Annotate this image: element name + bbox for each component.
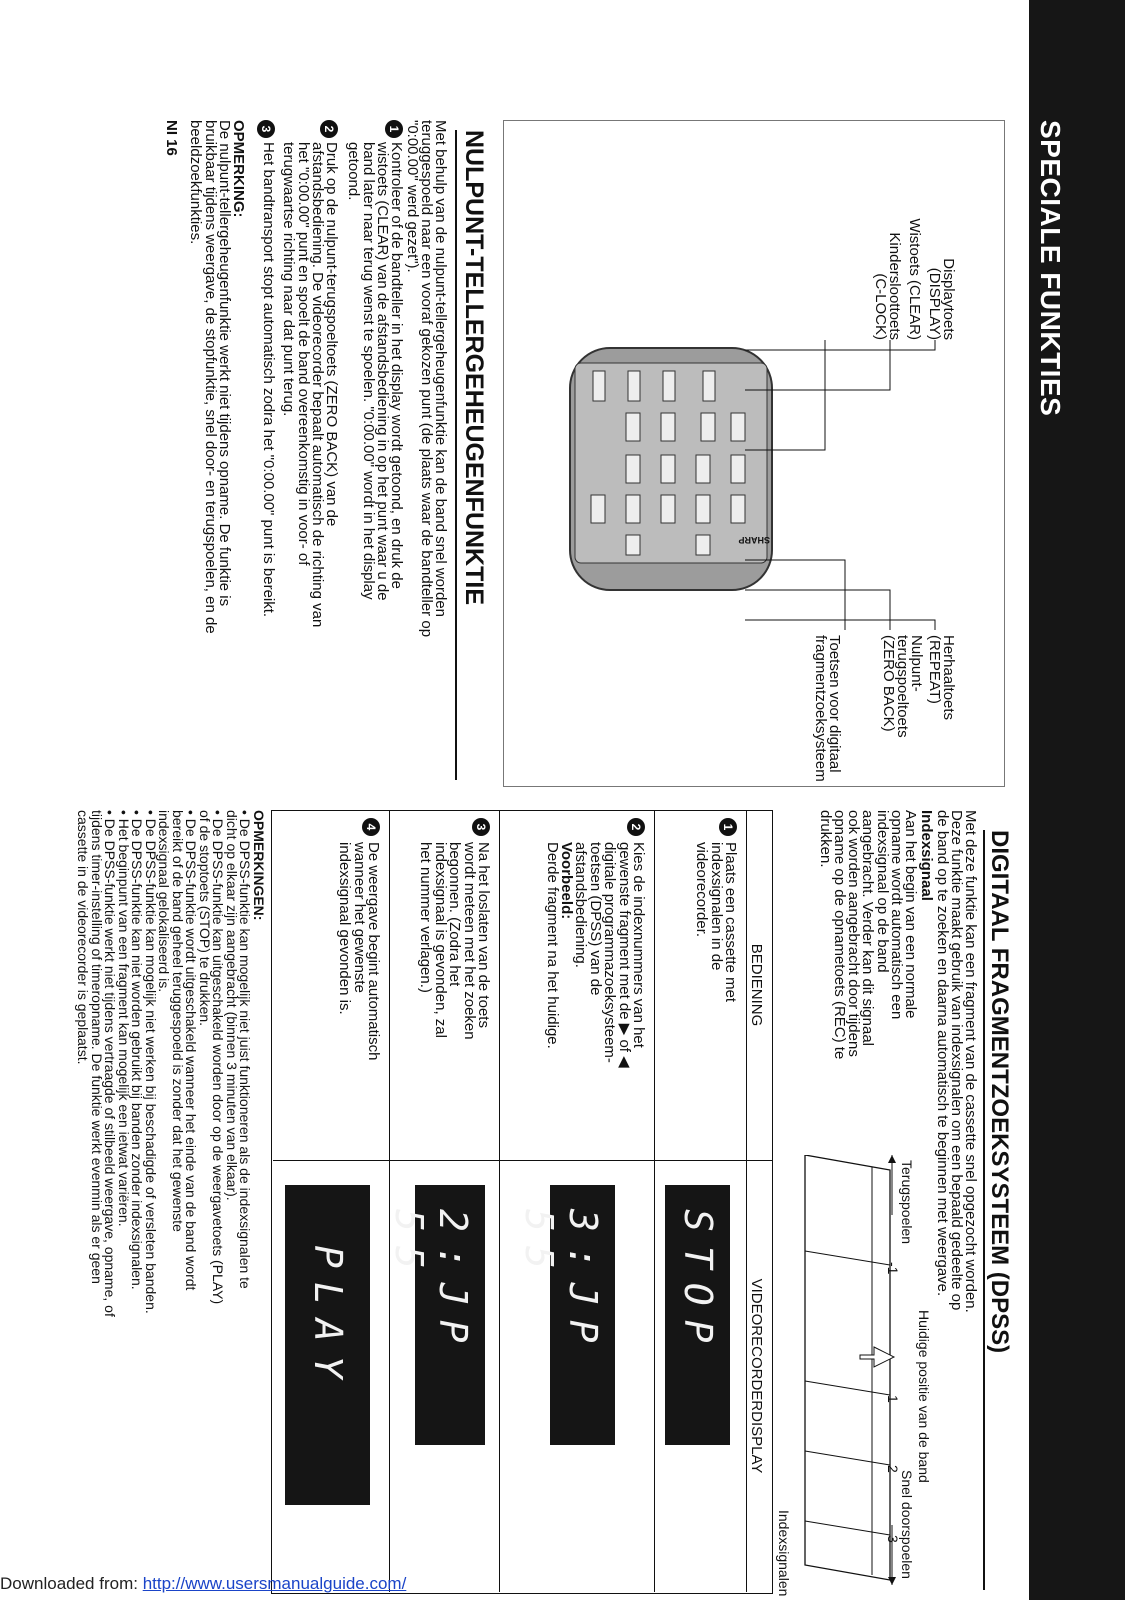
dpss-note-line: indexsignaal gelokaliseerd is. [156,810,173,993]
section-title: SPECIALE FUNKTIES [1035,120,1066,417]
nulpunt-intro-line: "0:00.00" werd gezet"). [403,120,421,273]
table-row-rule [389,810,390,1592]
nulpunt-step-2 [281,142,338,785]
nulpunt-title-rule [455,130,457,780]
table-row-2-text [544,842,645,1150]
table-col-divider [273,1160,773,1161]
index-signal-line: drukken. [816,810,834,868]
table-row-3-line: Na het loslaten van de toets [475,842,492,1028]
table-row-3-line: begonnen. (Zodra het [446,842,464,987]
dpss-note-line: dicht op elkaar zijn aangebracht (binnen 3 minuten van elkaar). [224,810,240,1201]
label-display-key: Displaytoets [940,258,957,340]
nulpunt-step-1-line: wistoets (CLEAR) van de afstandsbediening in op het punt waar u de [373,142,391,601]
dpss-intro-line: Deze funktie maakt gebruik van indexsignalen om een bepaald gedeelte op [947,810,965,1311]
diagram-current-position: Huidige positie van de band [916,1310,932,1483]
diagram-mark-3: 3 [885,1535,901,1543]
nulpunt-intro-line: Met behulp van de nulpunt-tellergeheugenfunktie kan de band snel worden [432,120,449,618]
table-step-1-badge: 1 [719,818,737,836]
dpss-notes [76,810,265,1590]
nulpunt-step-1-line: Kontroleer of de bandteller in het display wordt getoond, en druk de [388,142,405,589]
table-row-1-line: Plaats een cassette met [722,842,739,1003]
diagram-rewind: Terugspoelen [899,1160,915,1245]
footer-prefix: Downloaded from: [0,1574,143,1593]
index-signal-line: indexsignaal op de band [873,810,891,973]
nulpunt-step-3-line: Het bandtransport stopt automatisch zodra het "0:00.00" punt is bereikt. [260,142,277,618]
table-step-2-badge: 2 [627,818,645,836]
remote-labels-right [813,635,955,782]
table-row-3-line: het nummer verlagen.) [417,842,435,993]
index-signal-title: Indexsignaal [918,810,935,901]
table-row-3-line: indexsignaal is gevonden, zal [431,842,449,1038]
index-signal-line: opname wordt automatisch een [887,810,905,1020]
dpss-note-line: of de stoptoets (STOP) te drukken. [197,810,213,1027]
table-row-1-text [694,842,737,1150]
dpss-note-line: • De DPSS-funktie kan uitgeschakeld worden door op de weergavetoets (PLAY) [210,810,227,1305]
vcr-display-stop [665,1185,730,1445]
vcr-display-index-2 [387,1185,485,1445]
nulpunt-step-1-line: getoond. [345,142,363,201]
dpss-note-line: cassette in de videorecorder is geplaatst. [75,810,92,1065]
diagram-mark-1: 1 [885,1395,901,1403]
vcr-display-play [285,1185,370,1505]
dpss-note-line: • De DPSS-funktie werkt niet tijdens vertraagde of stilbeeld weergave, opname, of [102,810,119,1317]
nulpunt-step-2-line: Druk op de nulpunt-terugspoeltoets (ZERO BACK) van de [323,142,340,527]
table-row-4-line: De weergave begint automatisch [365,842,382,1061]
table-row-3-text [418,842,490,1150]
table-row-2-line: gewenste fragment met de ▶ of ◀ [615,842,633,1068]
table-row-2-example-label: Voorbeeld: [557,842,575,920]
section-header-bar [1029,0,1125,1600]
dpss-note-line: • De DPSS-funktie kan niet worden gebruikt bij banden zonder indexsignalen. [129,810,146,1290]
label-dpss-keys-2: fragmentzoeksysteem [812,635,829,782]
table-row-2-line: toetsen (DPSS) van de [586,842,604,996]
dpss-intro-line: de band op te zoeken en daarna automatisch te beginnen met weergave. [933,810,951,1297]
nulpunt-note-line: beeldzoekfunkties. [187,120,205,245]
index-signal-line: Aan het begin van een normale [902,810,919,1019]
index-signal-line: ook worden aangebracht door tijdens [845,810,863,1057]
table-row-2-line: digitale programmazoeksysteem- [601,842,619,1063]
diagram-index-signals: Indexsignalen [776,1510,792,1597]
dpss-title: DIGITAAL FRAGMENTZOEKSYSTEEM (DPSS) [986,830,1013,1354]
nulpunt-step-3 [261,142,275,785]
label-clear-key: Wistoets (CLEAR) [906,218,923,340]
dpss-note-line: tijdens timer-instelling of timeropname. De funktie werkt evenmin als er geen [89,810,105,1284]
dpss-intro [934,810,977,1590]
step-3-badge: 3 [257,120,275,138]
dpss-note-line: • De DPSS-funktie kan mogelijk niet juist funktioneren als de indexsignalen te [237,810,254,1289]
dpss-title-rule [983,830,985,1590]
step-1-badge: 1 [385,120,403,138]
diagram-fast-forward: Snel doorspoelen [899,1470,915,1579]
label-dpss-keys-1: Toetsen voor digitaal [826,635,843,773]
vcr-display-text: 3:JP 55 [517,1209,605,1357]
dpss-note-line: bereikt of de band geheel teruggespoeld is zonder dat het gewenste [170,810,186,1232]
dpss-note-line: • De DPSS-funktie kan mogelijk niet werken bij beschadigde of versleten banden. [143,810,159,1314]
dpss-note-line: • Het beginpunt van een fragment kan mogelijk een ietwat variëren. [116,810,132,1227]
diagram-mark-2: 2 [885,1465,901,1473]
vcr-display-text: STOP [676,1209,720,1357]
table-col-display: VIDEORECORDERDISPLAY [748,1278,765,1474]
dpss-notes-title: OPMERKINGEN: [251,810,267,921]
vcr-display-text: 2:JP 55 [387,1209,475,1357]
dpss-intro-line: Met deze funktie kan een fragment van de cassette snel opgezocht worden. [962,810,979,1313]
nulpunt-note-line: bruikbaar tijdens weergave, de stopfunktie, snel door- en terugspoelen, en de [201,120,219,634]
table-row-4-text [337,842,380,1150]
table-step-4-badge: 4 [362,818,380,836]
nulpunt-note-line: De nulpunt-tellergeheugenfunktie werkt niet tijdens opname. De funktie is [215,120,233,607]
vcr-display-text: PLAY [306,1245,350,1393]
table-row-rule [499,810,500,1592]
nulpunt-note [188,120,245,785]
nulpunt-intro [404,120,447,785]
table-row-2-line: Kies de indexnummers van het [630,842,647,1048]
tape-diagram [795,1155,900,1595]
vcr-display-index-3 [517,1185,615,1445]
index-signal-text [818,810,917,1145]
callout-lines [735,340,945,640]
nulpunt-step-2-line: het "0:00.00" punt en spoelt de band overeenkomstig in voor- of [294,142,312,566]
table-row-4-line: indexsignaal gevonden is. [336,842,354,1015]
label-zero-back-1: Nulpunt- [908,635,925,692]
label-zero-back-2: terugspoeltoets [894,635,911,738]
nulpunt-step-2-line: terugwaartse richting naar dat punt terug. [280,142,298,417]
download-footer [0,1574,406,1594]
label-child-lock-key: Kindersloottoets [886,232,903,340]
nulpunt-step-1 [346,142,403,785]
table-row-2-line: afstandsbediening. [572,842,590,968]
label-display-key-code: (DISPLAY) [926,267,943,340]
table-row-rule [654,810,655,1592]
table-row-1-line: videorecorder. [693,842,711,938]
table-row-4-line: wanneer het gewenste [350,842,368,993]
nulpunt-note-title: OPMERKING: [230,120,247,218]
nulpunt-step-2-line: afstandsbediening. De videorecorder bepaalt automatisch de richting van [308,142,326,628]
nulpunt-step-1-line: band later naar terug wenst te spoelen. "0:00.00" wordt in het display [359,142,377,600]
remote-labels-left [873,150,955,340]
label-child-lock-key-code: (C-LOCK) [872,273,889,340]
label-zero-back-3: (ZERO BACK) [880,635,897,732]
table-col-operation: BEDIENING [748,943,765,1027]
table-row-3-line: wordt meteen met het zoeken [460,842,478,1040]
table-step-3-badge: 3 [472,818,490,836]
index-signal-line: aangebracht. Verder kan dit signaal [859,810,877,1046]
table-header-rule [746,810,747,1592]
label-repeat-key: Herhaaltoets [940,635,957,721]
table-row-2-line: Derde fragment na het huidige. [543,842,561,1049]
page-number: NI 16 [163,120,180,156]
dpss-note-line: • De DPSS-funktie wordt uitgeschakeld wanneer het einde van de band wordt [183,810,200,1291]
nulpunt-title: NULPUNT-TELLERGEHEUGENFUNKTIE [460,130,488,605]
footer-link[interactable]: http://www.usersmanualguide.com/ [142,1574,407,1593]
diagram-mark-minus-1: -1 [885,1262,901,1275]
table-row-1-line: indexsignalen in de [707,842,725,971]
remote-brand: SHARP [738,535,770,545]
nulpunt-intro-line: teruggespoeld naar een vooraf gekozen punt (de plaats waar de bandteller op [417,120,435,638]
step-2-badge: 2 [320,120,338,138]
index-signal-line: opname op de opnametoets (REC) te [830,810,848,1060]
label-repeat-key-code: (REPEAT) [926,635,943,704]
